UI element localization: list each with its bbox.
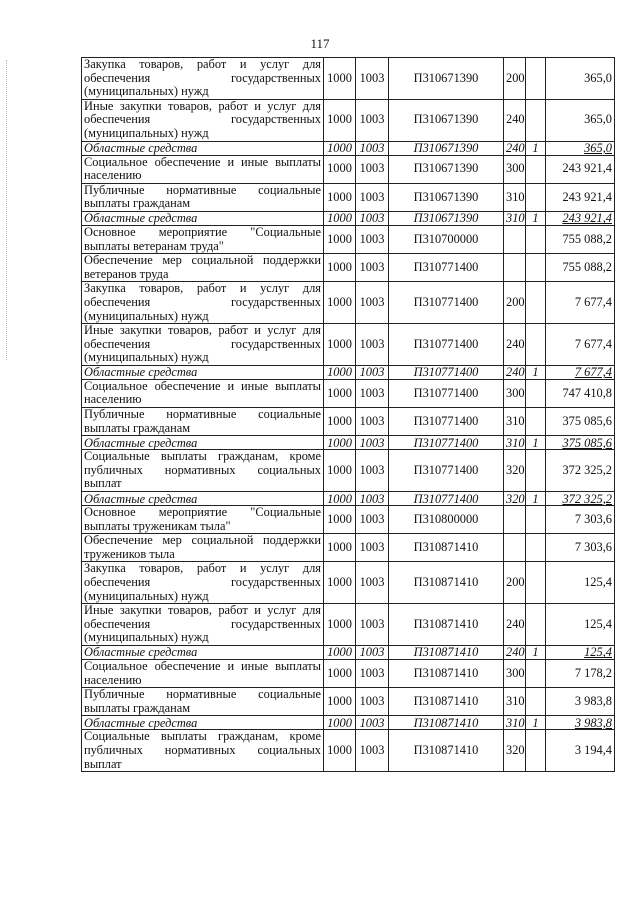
target-article-code: П310871410 bbox=[389, 534, 504, 562]
funding-source-code: 1 bbox=[526, 365, 546, 379]
table-row-regional-funds bbox=[82, 436, 615, 450]
expense-type-code: 310 bbox=[504, 408, 526, 436]
expense-type-code: 300 bbox=[504, 659, 526, 687]
expense-type-code: 240 bbox=[504, 324, 526, 366]
expense-type-code: 300 bbox=[504, 379, 526, 407]
target-article-code: П310771400 bbox=[389, 450, 504, 492]
section-code: 1000 bbox=[324, 183, 356, 211]
amount: 125,4 bbox=[546, 562, 615, 604]
target-article-code: П310771400 bbox=[389, 254, 504, 282]
expense-type-code: 310 bbox=[504, 436, 526, 450]
expense-type-code bbox=[504, 506, 526, 534]
item-name: Основное мероприятие "Социальные выплаты ветеранам труда" bbox=[82, 225, 324, 253]
funding-source-code bbox=[526, 659, 546, 687]
expense-type-code: 320 bbox=[504, 492, 526, 506]
amount: 365,0 bbox=[546, 99, 615, 141]
subsection-code: 1003 bbox=[356, 716, 389, 730]
funding-source-code bbox=[526, 254, 546, 282]
item-name: Публичные нормативные социальные выплаты гражданам bbox=[82, 183, 324, 211]
table-row-regional-funds bbox=[82, 141, 615, 155]
subsection-code: 1003 bbox=[356, 562, 389, 604]
section-code: 1000 bbox=[324, 716, 356, 730]
amount: 375 085,6 bbox=[546, 408, 615, 436]
amount: 125,4 bbox=[546, 645, 615, 659]
target-article-code: П310871410 bbox=[389, 716, 504, 730]
page-number: 117 bbox=[310, 36, 330, 51]
item-name: Социальные выплаты гражданам, кроме публичных нормативных социальных выплат bbox=[82, 730, 324, 772]
amount: 365,0 bbox=[546, 141, 615, 155]
subsection-code: 1003 bbox=[356, 379, 389, 407]
funding-source-code bbox=[526, 58, 546, 100]
subsection-code: 1003 bbox=[356, 282, 389, 324]
target-article-code: П310771400 bbox=[389, 324, 504, 366]
expense-type-code: 200 bbox=[504, 282, 526, 324]
expense-type-code bbox=[504, 534, 526, 562]
table-row bbox=[82, 99, 615, 141]
subsection-code: 1003 bbox=[356, 492, 389, 506]
section-code: 1000 bbox=[324, 99, 356, 141]
section-code: 1000 bbox=[324, 408, 356, 436]
target-article-code: П310800000 bbox=[389, 506, 504, 534]
expense-type-code: 240 bbox=[504, 141, 526, 155]
expense-type-code: 200 bbox=[504, 562, 526, 604]
section-code: 1000 bbox=[324, 562, 356, 604]
section-code: 1000 bbox=[324, 365, 356, 379]
table-row bbox=[82, 659, 615, 687]
item-name: Публичные нормативные социальные выплаты гражданам bbox=[82, 408, 324, 436]
target-article-code: П310871410 bbox=[389, 562, 504, 604]
section-code: 1000 bbox=[324, 688, 356, 716]
item-name: Иные закупки товаров, работ и услуг для обеспечения государственных (муниципальных) нужд bbox=[82, 99, 324, 141]
target-article-code: П310871410 bbox=[389, 604, 504, 646]
subsection-code: 1003 bbox=[356, 183, 389, 211]
table-row-regional-funds bbox=[82, 716, 615, 730]
table-row bbox=[82, 604, 615, 646]
expense-type-code: 240 bbox=[504, 99, 526, 141]
target-article-code: П310671390 bbox=[389, 58, 504, 100]
table-row bbox=[82, 450, 615, 492]
item-name: Областные средства bbox=[82, 211, 324, 225]
section-code: 1000 bbox=[324, 379, 356, 407]
funding-source-code bbox=[526, 506, 546, 534]
table-row bbox=[82, 408, 615, 436]
section-code: 1000 bbox=[324, 506, 356, 534]
item-name: Иные закупки товаров, работ и услуг для обеспечения государственных (муниципальных) нужд bbox=[82, 604, 324, 646]
item-name: Иные закупки товаров, работ и услуг для обеспечения государственных (муниципальных) нужд bbox=[82, 324, 324, 366]
table-row bbox=[82, 730, 615, 772]
section-code: 1000 bbox=[324, 254, 356, 282]
funding-source-code: 1 bbox=[526, 141, 546, 155]
amount: 7 677,4 bbox=[546, 324, 615, 366]
expense-type-code bbox=[504, 225, 526, 253]
expense-type-code: 200 bbox=[504, 58, 526, 100]
subsection-code: 1003 bbox=[356, 141, 389, 155]
item-name: Закупка товаров, работ и услуг для обеспечения государственных (муниципальных) нужд bbox=[82, 562, 324, 604]
target-article-code: П310771400 bbox=[389, 282, 504, 324]
amount: 7 303,6 bbox=[546, 534, 615, 562]
expense-type-code: 240 bbox=[504, 365, 526, 379]
funding-source-code: 1 bbox=[526, 716, 546, 730]
subsection-code: 1003 bbox=[356, 408, 389, 436]
item-name: Областные средства bbox=[82, 645, 324, 659]
funding-source-code bbox=[526, 688, 546, 716]
amount: 243 921,4 bbox=[546, 211, 615, 225]
funding-source-code: 1 bbox=[526, 645, 546, 659]
section-code: 1000 bbox=[324, 155, 356, 183]
section-code: 1000 bbox=[324, 604, 356, 646]
amount: 372 325,2 bbox=[546, 450, 615, 492]
expense-type-code: 310 bbox=[504, 211, 526, 225]
subsection-code: 1003 bbox=[356, 365, 389, 379]
table-row bbox=[82, 534, 615, 562]
table-row bbox=[82, 282, 615, 324]
funding-source-code: 1 bbox=[526, 436, 546, 450]
table-row bbox=[82, 562, 615, 604]
table-row-regional-funds bbox=[82, 365, 615, 379]
table-row bbox=[82, 225, 615, 253]
item-name: Обеспечение мер социальной поддержки тружеников тыла bbox=[82, 534, 324, 562]
section-code: 1000 bbox=[324, 730, 356, 772]
funding-source-code bbox=[526, 99, 546, 141]
funding-source-code bbox=[526, 408, 546, 436]
item-name: Социальное обеспечение и иные выплаты населению bbox=[82, 659, 324, 687]
expense-type-code: 320 bbox=[504, 730, 526, 772]
subsection-code: 1003 bbox=[356, 324, 389, 366]
scan-margin-mark bbox=[6, 60, 8, 360]
item-name: Областные средства bbox=[82, 365, 324, 379]
subsection-code: 1003 bbox=[356, 506, 389, 534]
amount: 365,0 bbox=[546, 58, 615, 100]
funding-source-code bbox=[526, 225, 546, 253]
funding-source-code bbox=[526, 183, 546, 211]
item-name: Областные средства bbox=[82, 716, 324, 730]
amount: 3 983,8 bbox=[546, 716, 615, 730]
expense-type-code: 320 bbox=[504, 450, 526, 492]
target-article-code: П310871410 bbox=[389, 730, 504, 772]
target-article-code: П310771400 bbox=[389, 379, 504, 407]
subsection-code: 1003 bbox=[356, 645, 389, 659]
table-row bbox=[82, 379, 615, 407]
target-article-code: П310771400 bbox=[389, 408, 504, 436]
table-row bbox=[82, 183, 615, 211]
target-article-code: П310671390 bbox=[389, 155, 504, 183]
target-article-code: П310671390 bbox=[389, 183, 504, 211]
budget-table bbox=[81, 57, 615, 772]
item-name: Закупка товаров, работ и услуг для обеспечения государственных (муниципальных) нужд bbox=[82, 282, 324, 324]
table-row-regional-funds bbox=[82, 211, 615, 225]
amount: 7 178,2 bbox=[546, 659, 615, 687]
section-code: 1000 bbox=[324, 450, 356, 492]
subsection-code: 1003 bbox=[356, 450, 389, 492]
amount: 3 194,4 bbox=[546, 730, 615, 772]
item-name: Публичные нормативные социальные выплаты гражданам bbox=[82, 688, 324, 716]
target-article-code: П310771400 bbox=[389, 365, 504, 379]
amount: 243 921,4 bbox=[546, 183, 615, 211]
item-name: Закупка товаров, работ и услуг для обеспечения государственных (муниципальных) нужд bbox=[82, 58, 324, 100]
section-code: 1000 bbox=[324, 645, 356, 659]
target-article-code: П310871410 bbox=[389, 688, 504, 716]
amount: 125,4 bbox=[546, 604, 615, 646]
section-code: 1000 bbox=[324, 282, 356, 324]
amount: 747 410,8 bbox=[546, 379, 615, 407]
section-code: 1000 bbox=[324, 492, 356, 506]
funding-source-code bbox=[526, 604, 546, 646]
subsection-code: 1003 bbox=[356, 211, 389, 225]
subsection-code: 1003 bbox=[356, 534, 389, 562]
amount: 755 088,2 bbox=[546, 254, 615, 282]
subsection-code: 1003 bbox=[356, 254, 389, 282]
item-name: Социальные выплаты гражданам, кроме публичных нормативных социальных выплат bbox=[82, 450, 324, 492]
table-row bbox=[82, 506, 615, 534]
funding-source-code bbox=[526, 730, 546, 772]
expense-type-code: 310 bbox=[504, 688, 526, 716]
table-row bbox=[82, 324, 615, 366]
funding-source-code bbox=[526, 562, 546, 604]
amount: 7 677,4 bbox=[546, 282, 615, 324]
item-name: Областные средства bbox=[82, 492, 324, 506]
item-name: Областные средства bbox=[82, 436, 324, 450]
subsection-code: 1003 bbox=[356, 659, 389, 687]
expense-type-code bbox=[504, 254, 526, 282]
section-code: 1000 bbox=[324, 324, 356, 366]
amount: 7 677,4 bbox=[546, 365, 615, 379]
target-article-code: П310671390 bbox=[389, 99, 504, 141]
target-article-code: П310671390 bbox=[389, 141, 504, 155]
target-article-code: П310700000 bbox=[389, 225, 504, 253]
target-article-code: П310671390 bbox=[389, 211, 504, 225]
table-row-regional-funds bbox=[82, 492, 615, 506]
subsection-code: 1003 bbox=[356, 730, 389, 772]
section-code: 1000 bbox=[324, 141, 356, 155]
funding-source-code bbox=[526, 324, 546, 366]
section-code: 1000 bbox=[324, 436, 356, 450]
table-row bbox=[82, 254, 615, 282]
item-name: Социальное обеспечение и иные выплаты населению bbox=[82, 379, 324, 407]
item-name: Обеспечение мер социальной поддержки ветеранов труда bbox=[82, 254, 324, 282]
table-row bbox=[82, 58, 615, 100]
funding-source-code bbox=[526, 534, 546, 562]
table-row bbox=[82, 688, 615, 716]
amount: 755 088,2 bbox=[546, 225, 615, 253]
expense-type-code: 310 bbox=[504, 716, 526, 730]
target-article-code: П310771400 bbox=[389, 436, 504, 450]
table-row-regional-funds bbox=[82, 645, 615, 659]
section-code: 1000 bbox=[324, 534, 356, 562]
subsection-code: 1003 bbox=[356, 688, 389, 716]
funding-source-code bbox=[526, 282, 546, 324]
target-article-code: П310771400 bbox=[389, 492, 504, 506]
table-row bbox=[82, 155, 615, 183]
subsection-code: 1003 bbox=[356, 99, 389, 141]
subsection-code: 1003 bbox=[356, 604, 389, 646]
amount: 375 085,6 bbox=[546, 436, 615, 450]
amount: 372 325,2 bbox=[546, 492, 615, 506]
funding-source-code bbox=[526, 450, 546, 492]
subsection-code: 1003 bbox=[356, 58, 389, 100]
amount: 243 921,4 bbox=[546, 155, 615, 183]
target-article-code: П310871410 bbox=[389, 659, 504, 687]
budget-table-body bbox=[82, 58, 615, 772]
section-code: 1000 bbox=[324, 659, 356, 687]
funding-source-code: 1 bbox=[526, 492, 546, 506]
section-code: 1000 bbox=[324, 58, 356, 100]
section-code: 1000 bbox=[324, 211, 356, 225]
expense-type-code: 300 bbox=[504, 155, 526, 183]
funding-source-code bbox=[526, 379, 546, 407]
subsection-code: 1003 bbox=[356, 436, 389, 450]
section-code: 1000 bbox=[324, 225, 356, 253]
expense-type-code: 310 bbox=[504, 183, 526, 211]
subsection-code: 1003 bbox=[356, 155, 389, 183]
funding-source-code bbox=[526, 155, 546, 183]
item-name: Основное мероприятие "Социальные выплаты труженикам тыла" bbox=[82, 506, 324, 534]
item-name: Областные средства bbox=[82, 141, 324, 155]
target-article-code: П310871410 bbox=[389, 645, 504, 659]
funding-source-code: 1 bbox=[526, 211, 546, 225]
expense-type-code: 240 bbox=[504, 645, 526, 659]
amount: 7 303,6 bbox=[546, 506, 615, 534]
subsection-code: 1003 bbox=[356, 225, 389, 253]
amount: 3 983,8 bbox=[546, 688, 615, 716]
expense-type-code: 240 bbox=[504, 604, 526, 646]
item-name: Социальное обеспечение и иные выплаты населению bbox=[82, 155, 324, 183]
